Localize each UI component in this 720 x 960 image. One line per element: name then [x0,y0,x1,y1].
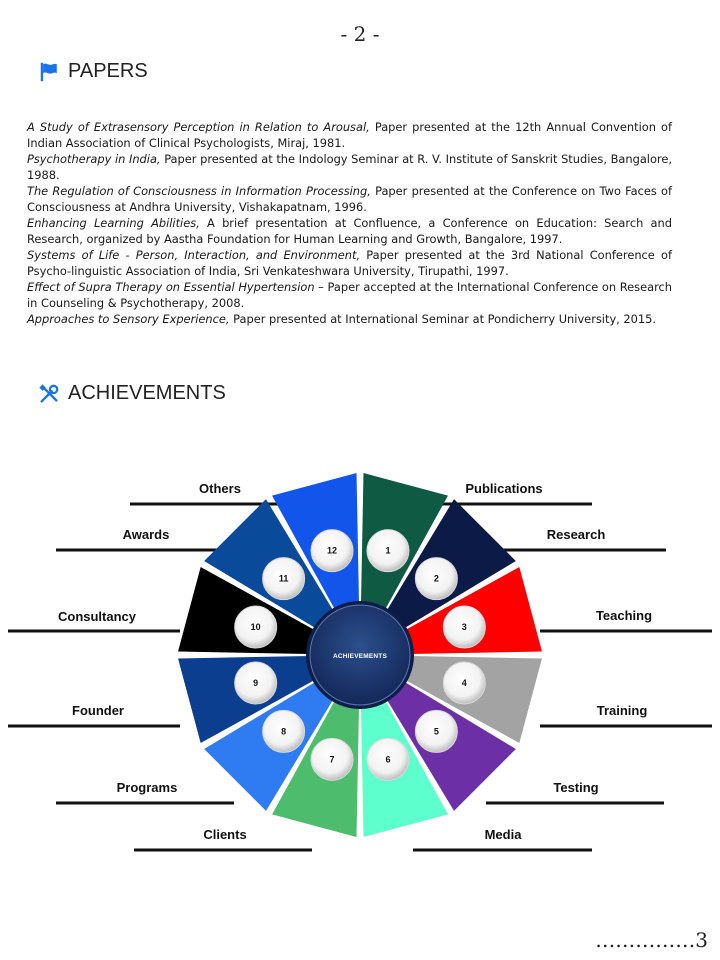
paper-title: A Study of Extrasensory Perception in Relation to Arousal, [27,120,370,134]
papers-heading [38,60,148,83]
segment-number: 6 [385,754,391,765]
paper-title: Enhancing Learning Abilities, [27,216,200,230]
segment-label-teaching: Teaching [595,608,653,623]
paper-item [27,151,672,183]
continuation-marker: ……………3 [595,928,708,952]
segment-number: 12 [327,545,338,556]
segment-label-research: Research [546,527,606,542]
paper-detail: Paper presented at the Conference on Two Faces of Consciousness at Andhra University, Vishakapatnam, 1996. [27,184,672,214]
paper-item [27,119,672,151]
paper-item [27,215,672,247]
paper-title: Systems of Life - Person, Interaction, and Environment, [27,248,361,262]
achievements-heading [38,382,226,405]
segment-number: 4 [461,677,467,688]
paper-title: Psychotherapy in India, [27,152,161,166]
segment-number: 10 [250,622,261,633]
segment-label-consultancy: Consultancy [57,609,137,624]
paper-detail: Paper presented at the 3rd National Conference of Psycho-linguistic Association of India, Sri Venkateshwara University, Tirupathi, 1997. [27,248,672,278]
page-number: - 2 - [340,22,380,46]
paper-item [27,311,672,327]
paper-detail: Paper presented at International Seminar at Pondicherry University, 2015. [229,312,657,326]
segment-label-clients: Clients [203,827,247,842]
paper-item [27,183,672,215]
segment-number: 11 [278,573,289,584]
segment-label-awards: Awards [122,527,170,542]
segment-number: 9 [253,677,259,688]
paper-item [27,247,672,279]
papers-list [27,119,672,327]
segment-label-founder: Founder [72,703,124,718]
paper-title: The Regulation of Consciousness in Information Processing, [27,184,371,198]
segment-number: 1 [385,545,391,556]
segment-label-training: Training [596,703,648,718]
segment-number: 2 [433,573,439,584]
segment-number: 7 [329,754,335,765]
segment-label-others: Others [199,481,241,496]
segment-number: 5 [433,726,439,737]
center-label: ACHIEVEMENTS [332,653,388,660]
achievements-heading-text: ACHIEVEMENTS [68,382,226,404]
segment-number: 8 [281,726,287,737]
achievements-wheel [0,470,720,870]
paper-title: Approaches to Sensory Experience, [27,312,230,326]
segment-label-testing: Testing [553,780,599,795]
tools-icon [38,383,60,405]
flag-icon [38,61,60,83]
paper-detail: Paper presented at the Indology Seminar at R. V. Institute of Sanskrit Studies, Bangalore, 1988. [27,152,672,182]
paper-detail: Paper presented at the 12th Annual Convention of Indian Association of Clinical Psychologists, Miraj, 1981. [27,120,672,150]
paper-detail: – Paper accepted at the International Conference on Research in Counseling & Psychotherapy, 2008. [27,280,672,310]
paper-item [27,279,672,311]
paper-detail: A brief presentation at Confluence, a Conference on Education: Search and Research, organized by Aastha Foundation for Human Learning and Growth, Bangalore, 1997. [27,216,672,246]
segment-label-media: Media [484,827,522,842]
paper-title: Effect of Supra Therapy on Essential Hypertension [27,280,315,294]
segment-number: 3 [461,622,467,633]
papers-heading-text: PAPERS [68,60,148,82]
segment-label-programs: Programs [116,780,178,795]
segment-label-publications: Publications [465,481,543,496]
